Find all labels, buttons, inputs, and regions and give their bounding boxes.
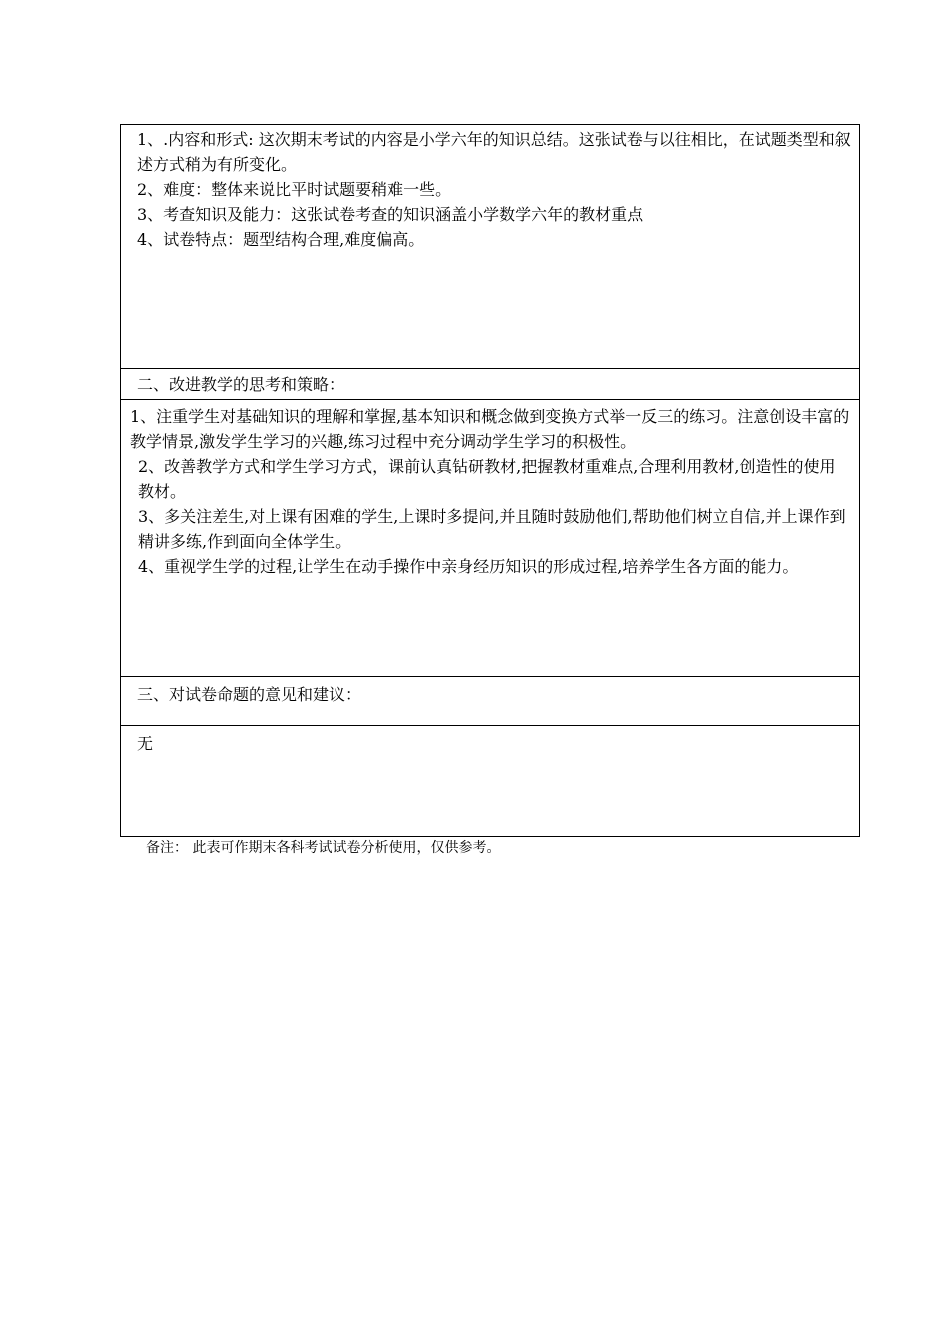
strategies-cell <box>121 400 859 677</box>
strategy-item-2: 2、改善教学方式和学生学习方式，课前认真钻研教材,把握教材重难点,合理利用教材,创造性的使用教材。 <box>138 457 836 501</box>
suggestions-cell <box>121 726 859 836</box>
analysis-line-features: 4、试卷特点：题型结构合理,难度偏高。 <box>137 230 425 249</box>
section-3-heading: 三、对试卷命题的意见和建议： <box>137 685 362 704</box>
analysis-line-knowledge: 3、考查知识及能力：这张试卷考查的知识涵盖小学数学六年的教材重点 <box>137 205 644 224</box>
footnote: 备注： 此表可作期末各科考试试卷分析使用，仅供参考。 <box>146 840 501 856</box>
suggestions-content: 无 <box>137 734 154 753</box>
section-2-heading-cell <box>121 369 859 400</box>
analysis-table <box>120 124 860 837</box>
section-3-heading-cell <box>121 677 859 726</box>
section-2-heading: 二、改进教学的思考和策略： <box>137 375 346 394</box>
analysis-line-content: 1、.内容和形式: 这次期末考试的内容是小学六年的知识总结。这张试卷与以往相比，在试题类型和叙述方式稍为有所变化。 <box>137 130 851 174</box>
strategy-item-1: 1、注重学生对基础知识的理解和掌握,基本知识和概念做到变换方式举一反三的练习。注意创设丰富的教学情景,激发学生学习的兴趣,练习过程中充分调动学生学习的积极性。 <box>130 407 850 451</box>
strategy-item-4: 4、重视学生学的过程,让学生在动手操作中亲身经历知识的形成过程,培养学生各方面的能力。 <box>138 557 799 576</box>
exam-analysis-cell <box>121 125 859 369</box>
analysis-line-difficulty: 2、难度：整体来说比平时试题要稍难一些。 <box>137 180 452 199</box>
strategy-item-3: 3、多关注差生,对上课有困难的学生,上课时多提问,并且随时鼓励他们,帮助他们树立自信,并上课作到精讲多练,作到面向全体学生。 <box>138 507 846 551</box>
